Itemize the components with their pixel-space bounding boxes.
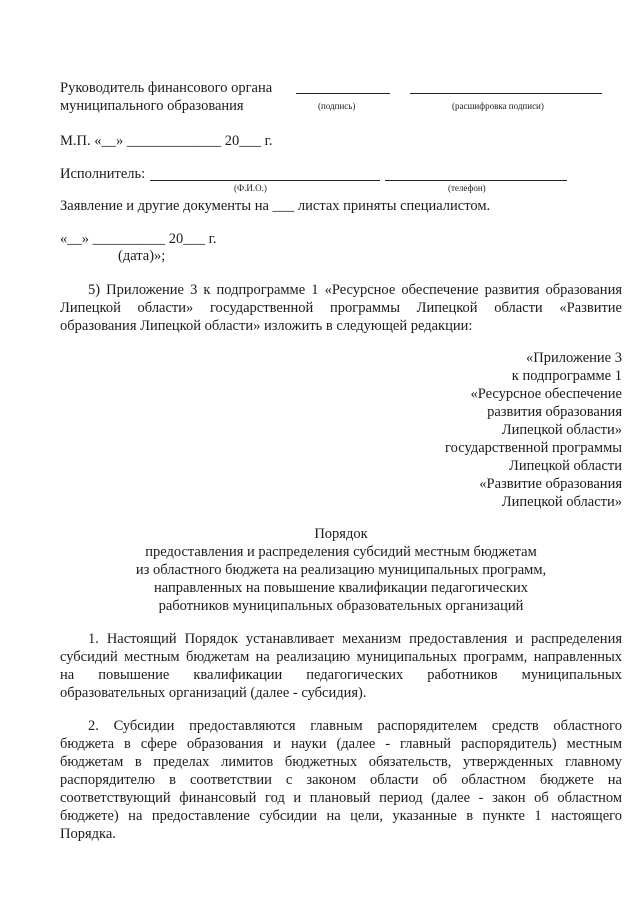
paragraph-1-line: субсидий местным бюджетам на реализацию муниципальных программ, направленных [60,649,622,665]
appendix-header-line: государственной программы [445,440,622,456]
appendix-header-line: «Ресурсное обеспечение [470,386,622,402]
paragraph-1-line: на повышение квалификации педагогических работников муниципальных [60,667,622,683]
paragraph-2-line: распорядителю в соответствии с законом области об областном бюджете на [60,772,622,788]
paragraph-2-line: Порядка. [60,826,116,842]
paragraph-1-line: образовательных организаций (далее - субсидия). [60,685,367,701]
appendix-header-line: Липецкой области» [501,422,622,438]
paragraph-2-line: бюджета в сфере образования и науки (далее - главный распорядитель) местным [60,736,622,752]
title-line: из областного бюджета на реализацию муниципальных программ, [135,562,547,578]
accepted-text: Заявление и другие документы на ___ листах приняты специалистом. [60,198,491,214]
appendix-header-line: «Развитие образования [479,476,622,492]
title-line: направленных на повышение квалификации педагогических [153,580,529,596]
title-line: работников муниципальных образовательных организаций [158,598,524,614]
appendix-header-line: «Приложение 3 [526,350,622,366]
title-heading: Порядок [314,526,368,542]
signature-caption: (подпись) [318,101,356,111]
amendment-line-2: Липецкой области» государственной программы Липецкой области «Развитие [60,300,622,316]
amendment-line-3: образования Липецкой области» изложить в следующей редакции: [60,318,473,334]
paragraph-2-line: 2. Субсидии предоставляются главным распорядителем средств областного [88,718,622,734]
phone-caption: (телефон) [448,183,486,193]
stamp-line: М.П. «__» _____________ 20___ г. [60,133,273,149]
transcript-caption: (расшифровка подписи) [452,101,544,111]
date-caption: (дата)»; [118,248,166,264]
fio-rule [150,180,380,181]
signature-rule [296,93,390,94]
appendix-header-line: Липецкой области» [501,494,622,510]
paragraph-2-line: соответствующий финансовый год и плановый период (далее - закон об областном [60,790,622,806]
appendix-header-line: развития образования [487,404,622,420]
paragraph-1-line: 1. Настоящий Порядок устанавливает механизм предоставления и распределения [88,631,622,647]
title-line: предоставления и распределения субсидий местным бюджетам [145,544,537,560]
executor-label: Исполнитель: [60,166,146,182]
head-line-2: муниципального образования [60,98,244,114]
appendix-header-line: Липецкой области [509,458,622,474]
fio-caption: (Ф.И.О.) [234,183,267,193]
paragraph-2-line: бюджете) на предоставление субсидии на цели, указанные в пункте 1 настоящего [60,808,622,824]
transcript-rule [410,93,602,94]
head-line-1: Руководитель финансового органа [60,80,273,96]
amendment-line-1: 5) Приложение 3 к подпрограмме 1 «Ресурсное обеспечение развития образования [88,282,622,298]
phone-rule [385,180,567,181]
appendix-header-line: к подпрограмме 1 [511,368,622,384]
date-line: «__» __________ 20___ г. [60,231,217,247]
paragraph-2-line: бюджетам в пределах лимитов бюджетных обязательств, утвержденных главному [60,754,622,770]
